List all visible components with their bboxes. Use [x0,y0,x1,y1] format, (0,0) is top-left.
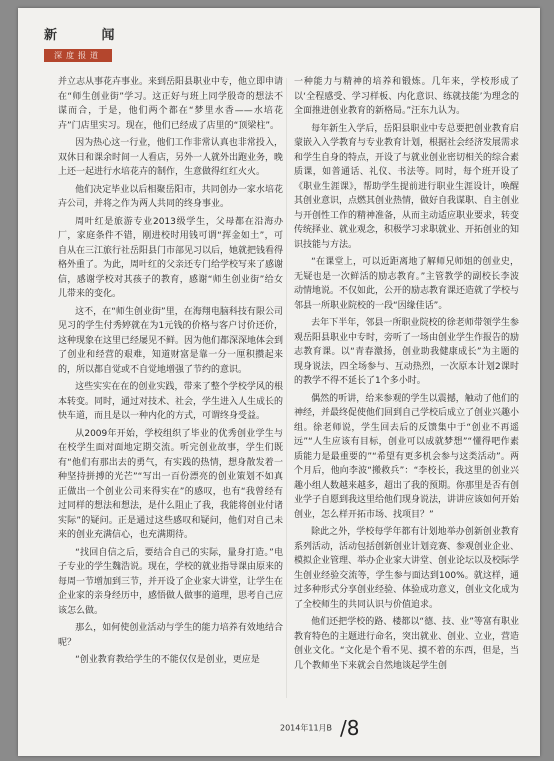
paragraph: “在课堂上，可以近距离地了解师兄师姐的创业史，无疑也是一次鲜活的励志教育。”主管教学的副校长李波动情地说。不仅如此，公开的励志教育课还造就了学校与邻县一所职业院校的一段“因缘佳话”。 [294,257,520,311]
paragraph: 每年新生入学后，岳阳县职业中专总要把创业教育启蒙嵌入入学教育与专业教育计划，根据社会经济发展需求和学生自身的特点，开设了与就业创业密切相关的综合素质课，如普通话、礼仪、书法等。同时，每个班开设了《职业生涯课》，帮助学生提前进行职业生涯设计，唤醒其创业意识，点燃其创业热情，做好自我谋职、自主创业与开创性工作的精神准备，从而主动适应职业要求，转变传统择业、就业观念，积极学习求职就业、开拓创业的知识技能与方法。 [294,123,520,250]
paragraph: 去年下半年，邻县一所职业院校的徐老师带领学生参观岳阳县职业中专时，旁听了一场由创业学生作报告的励志教育课。以“青春激扬，创业助我健康成长”为主题的现身说法，四全场参与、互动热烈，一次原本计划2课时的教学不得不延长了1个多小时。 [294,318,520,386]
page-number: /8 [340,716,360,740]
page-footer [280,716,360,740]
section-tag: 深度报道 [44,49,112,62]
paragraph: “找回自信之后，要结合自己的实际，量身打造。”电子专业的学生魏浩说。现在，学校的就业指导课由原来的每周一节增加到三节，并开设了企业家大讲堂，让学生在企业家的亲身经历中，感悟做人做事的道理，思考自己应该怎么做。 [58,547,284,616]
section-title: 新 闻 [44,28,135,43]
section-header [44,24,135,64]
paragraph: 那么，如何使创业活动与学生的能力培养有效地结合呢？ [58,623,283,648]
paragraph: 偶然的听讲，给来参观的学生以震撼，触动了他们的神经，并最终促使他们回到自己学校后成立了创业兴趣小组。徐老师说，学生回去后的反馈集中于“创业不再遥远”“人生应该有目标，创业可以成就梦想”“懂得吧作素质能力是最重要的”“希望有更多机会参与这类活动”。两个月后，他向李波“搬救兵”：“李校长，我这里的创业兴趣小组人数越来越多，超出了我的预期。你那里是否有创业学子自愿到我这里给他们现身说法，讲讲应该如何开始创业，怎么样开拓市场、找项目？” [294,393,520,520]
paragraph: 周叶红是旅游专业2013级学生，父母都在沿海办厂，家庭条件不错，刚进校时用钱可谓“挥金如土”，可自从在三江旅行社岳阳县门市部见习以后，她就把钱看得格外重了。为此，周叶红的父亲还专门给学校写来了感谢信，感谢学校对其孩子的教育，感谢“师生创业街”给女儿带来的变化。 [58,216,284,299]
paragraph: “创业教育教给学生的不能仅仅是创业，更应是 [75,655,260,665]
paragraph: 除此之外，学校每学年都有计划地举办创新创业教育系列活动，活动包括创新创业计划竞赛、参观创业企业、模拟企业管理、举办企业家大讲堂、创业论坛以及校际学生创业经验交流等，学生参与面达到100%。就这样，通过多种形式分享创业经验、体验成功意义，创业文化成为了全校师生的共同认识与价值追求。 [294,527,520,610]
magazine-page [18,8,540,756]
paragraph: 一种能力与精神的培养和锻炼。几年来，学校形成了以‘全程感受、学习样板、内化意识、练就技能’为理念的全面推进创业教育的新格局。”汪东九认为。 [294,77,519,116]
issue-date: 2014年11月B [280,723,333,733]
paragraph: 他们决定毕业以后相聚岳阳市，共同创办一家水培花卉公司，并将之作为两人共同的终身事业。 [58,184,283,209]
paragraph: 这不，在“师生创业街”里，在海翔电脑科技有限公司见习的学生付秀婷就在为1元钱的价格与客户讨价还价，这种现象在这里已经屡见不鲜。因为他们都深深地体会到了创业和经营的艰难，知道财富是靠一分一厘积攒起来的，所以都自觉或不自觉地增强了节约的意识。 [58,306,284,375]
left-column [58,75,283,671]
paragraph: 因为热心这一行业，他们工作非常认真也非常投入，双休日和课余时间一人看店，另外一人就外出跑业务，晚上还一起进行水培花卉的制作，生意做得红红火火。 [58,138,284,177]
paragraph: 从2009年开始，学校组织了毕业的优秀创业学生与在校学生面对面地定期交流。听完创业故事，学生们既有“他们有那出去的勇气，有实践的热情，想身散发着一种坚持拼搏的光芒”“写出一百份漂亮的创业策划不如真正做出一个创业公司来得实在”的感叹，也有“我曾经有过同样的想法和想法，是什么阻止了我，我能将创业付诸实际”的疑问。正是通过这些感叹和疑问，他们对自己未来的创业充满信心，也充满期待。 [58,428,284,540]
column-divider [286,78,287,698]
paragraph: 他们还把学校的路、楼都以“德、技、业”等富有职业教育特色的主题进行命名，突出就业、创业、立业，营造创业文化。“文化是个看不见、摸不着的东西，但是，当几个教师坐下来就会自然地谈起学生创 [294,617,520,671]
paragraph: 这些实实在在的创业实践，带来了整个学校学风的根本转变。同时，通过对技术、社会，学生进入人生成长的快车道，而且是以一种内化的方式，可谓终身受益。 [58,382,284,421]
right-column [294,75,519,676]
paragraph: 并立志从事花卉事业。来到岳阳县职业中专，他立即申请在“师生创业街”学习。这正好与班上同学殷奇的想法不谋而合，于是，他们两个都在“梦里水香——水培花卉”门店里实习。现在，他们已经成了店里的“顶梁柱”。 [58,77,284,131]
